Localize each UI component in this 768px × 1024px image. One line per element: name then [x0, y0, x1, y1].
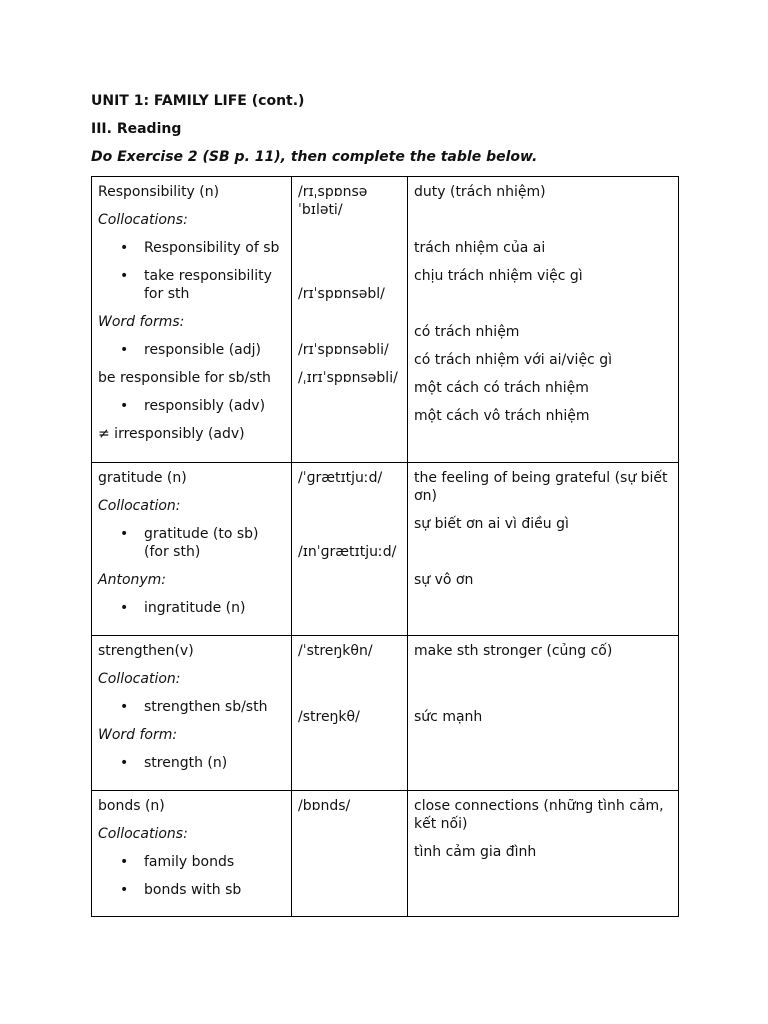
table-row — [92, 177, 679, 463]
bullet: • — [120, 755, 129, 771]
meaning-cell — [408, 636, 679, 791]
meaning: có trách nhiệm — [414, 324, 520, 340]
table-row — [92, 636, 679, 791]
exercise-instruction: Do Exercise 2 (SB p. 11), then complete the table below. — [91, 149, 538, 165]
list-item: • take responsibility for sth — [120, 268, 272, 302]
ipa: /streŋkθ/ — [298, 709, 360, 725]
section-title: III. Reading — [91, 121, 182, 137]
unit-title: UNIT 1: FAMILY LIFE (cont.) — [91, 93, 305, 109]
ipa: /rɪˈspɒnsəbli/ — [298, 342, 389, 358]
list-item: • gratitude (to sb) (for sth) — [120, 526, 259, 560]
collocation-label: Collocation: — [98, 671, 181, 687]
bullet: • — [120, 268, 129, 284]
meaning: trách nhiệm của ai — [414, 240, 546, 256]
headword: gratitude (n) — [98, 470, 187, 486]
ipa: /rɪˈspɒnsəbl/ — [298, 286, 385, 302]
antonym-label: Antonym: — [98, 572, 167, 588]
list-item: • strengthen sb/sth — [120, 699, 268, 715]
bullet: • — [120, 398, 129, 414]
headword: Responsibility (n) — [98, 184, 220, 200]
meaning: tình cảm gia đình — [414, 844, 537, 860]
ipa-cell — [292, 636, 408, 791]
bullet: • — [120, 854, 129, 870]
antonym-form: ≠ irresponsibly (adv) — [98, 426, 245, 442]
ipa: /ˌɪrɪˈspɒnsəbli/ — [298, 370, 398, 386]
ipa: /ˈstreŋkθn/ — [298, 643, 373, 659]
ipa: /rɪˌspɒnsə ˈbɪləti/ — [298, 184, 368, 218]
meaning-cell — [408, 463, 679, 636]
ipa: /ɪnˈɡrætɪtjuːd/ — [298, 544, 397, 560]
bullet: • — [120, 699, 129, 715]
table-row — [92, 791, 679, 917]
word-cell — [92, 636, 292, 791]
ipa-cell — [292, 791, 408, 917]
word-cell — [92, 463, 292, 636]
list-item: • bonds with sb — [120, 882, 242, 898]
list-item: • Responsibility of sb — [120, 240, 280, 256]
bullet: • — [120, 240, 129, 256]
document-page — [91, 92, 678, 917]
word-form-label: Word form: — [98, 727, 178, 743]
meaning: chịu trách nhiệm việc gì — [414, 268, 583, 284]
headword: strengthen(v) — [98, 643, 194, 659]
meaning: một cách có trách nhiệm — [414, 380, 589, 396]
table-row — [92, 463, 679, 636]
meaning: sự biết ơn ai vì điều gì — [414, 516, 569, 532]
ipa: /bɒnds/ — [298, 798, 351, 814]
collocations-label: Collocations: — [98, 826, 188, 842]
list-item: • family bonds — [120, 854, 235, 870]
meaning: có trách nhiệm với ai/việc gì — [414, 352, 612, 368]
list-item: • strength (n) — [120, 755, 228, 771]
meaning: sự vô ơn — [414, 572, 474, 588]
bullet: • — [120, 600, 129, 616]
word-cell — [92, 177, 292, 463]
bullet: • — [120, 526, 129, 542]
meaning: close connections (những tình cảm, kết nối) — [414, 798, 664, 832]
bullet: • — [120, 882, 129, 898]
list-item: • ingratitude (n) — [120, 600, 246, 616]
meaning-cell — [408, 177, 679, 463]
ipa-cell — [292, 463, 408, 636]
meaning: make sth stronger (củng cố) — [414, 643, 613, 659]
ipa-cell — [292, 177, 408, 463]
headword: bonds (n) — [98, 798, 165, 814]
phrase: be responsible for sb/sth — [98, 370, 271, 386]
meaning: sức mạnh — [414, 709, 483, 725]
word-cell — [92, 791, 292, 917]
collocation-label: Collocation: — [98, 498, 181, 514]
meaning: một cách vô trách nhiệm — [414, 408, 590, 424]
word-forms-label: Word forms: — [98, 314, 185, 330]
collocations-label: Collocations: — [98, 212, 188, 228]
meaning: duty (trách nhiệm) — [414, 184, 546, 200]
list-item: • responsibly (adv) — [120, 398, 266, 414]
meaning: the feeling of being grateful (sự biết ơn) — [414, 470, 668, 504]
meaning-cell — [408, 791, 679, 917]
bullet: • — [120, 342, 129, 358]
ipa: /ˈɡrætɪtjuːd/ — [298, 470, 383, 486]
list-item: • responsible (adj) — [120, 342, 261, 358]
vocabulary-table — [91, 176, 679, 917]
